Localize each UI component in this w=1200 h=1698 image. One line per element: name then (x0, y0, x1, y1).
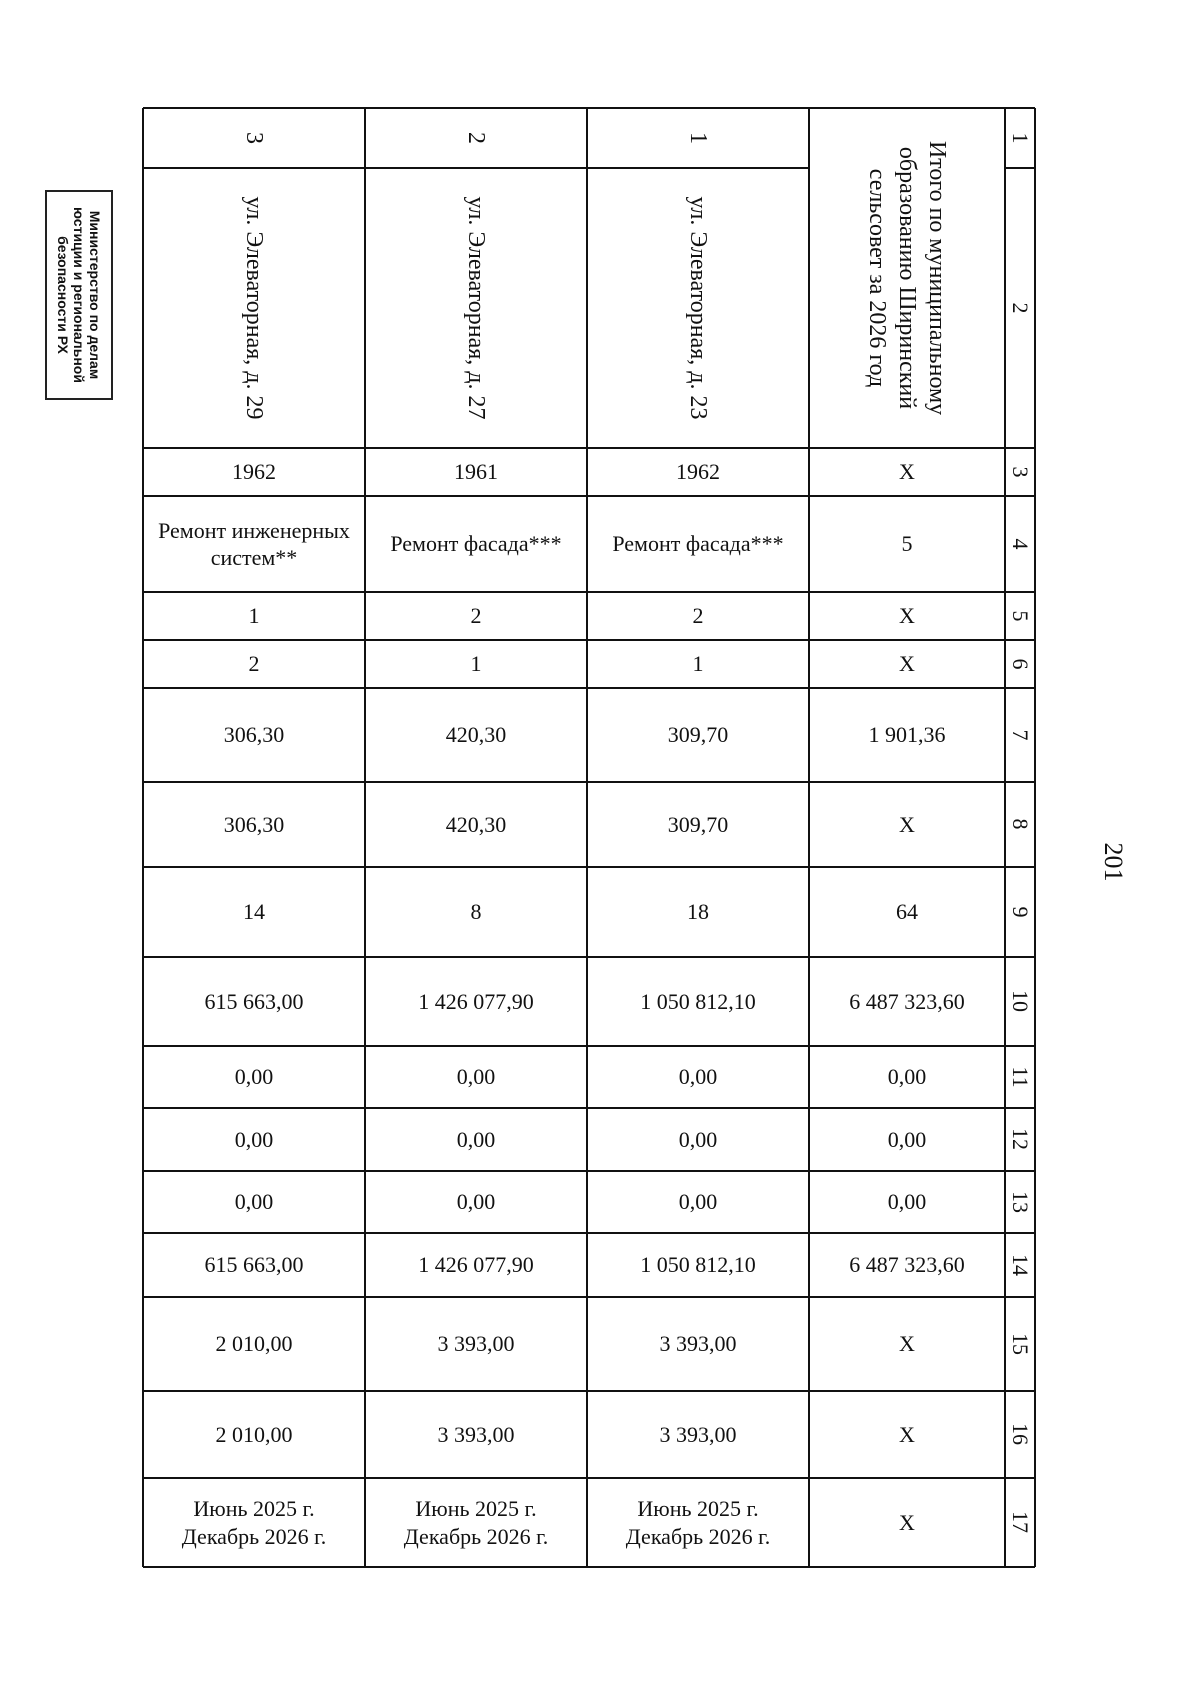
address: ул. Элеваторная, д. 27 (463, 196, 489, 420)
table-cell: 306,30 (223, 722, 285, 748)
table-cell: 1 426 077,90 (418, 988, 534, 1014)
table-cell: 1 (248, 603, 260, 629)
table-cell: 3 393,00 (437, 1331, 515, 1357)
column-number: 15 (1008, 1333, 1033, 1355)
table-cell: 2 (692, 603, 704, 629)
table-cell: 0,00 (234, 1126, 274, 1152)
table-cell: 0,00 (234, 1189, 274, 1215)
page-number: 201 (1099, 842, 1128, 882)
period-end: Декабрь 2026 г. (181, 1523, 327, 1549)
column-number: 2 (1008, 302, 1033, 314)
table-cell: 1 050 812,10 (640, 988, 756, 1014)
address: ул. Элеваторная, д. 23 (685, 196, 711, 420)
row-number: 1 (685, 132, 711, 144)
column-number: 4 (1008, 538, 1033, 550)
column-number: 10 (1008, 990, 1033, 1012)
table-cell: 6 487 323,60 (849, 988, 965, 1014)
stamp-line-3: безопасности РХ (55, 236, 71, 354)
table-cell: X (899, 1509, 915, 1535)
total-label-line-3: сельсовет за 2026 год (864, 168, 890, 388)
table-cell: 5 (901, 531, 913, 557)
table-cell: 420,30 (445, 722, 507, 748)
column-number: 7 (1008, 729, 1033, 741)
table-cell: 8 (470, 899, 482, 925)
table-cell: 615 663,00 (204, 1252, 304, 1278)
table-cell: 306,30 (223, 811, 285, 837)
stamp-line-2: юстиции и региональной (71, 207, 87, 383)
column-number: 11 (1008, 1066, 1033, 1088)
table-cell: 615 663,00 (204, 988, 304, 1014)
period-cell (143, 1478, 365, 1567)
column-number: 14 (1008, 1254, 1033, 1276)
table-cell: 2 (248, 651, 260, 677)
table-cell: 3 393,00 (659, 1421, 737, 1447)
table-cell: 1961 (454, 459, 498, 485)
period-start: Июнь 2025 г. (637, 1496, 759, 1521)
column-number: 17 (1008, 1511, 1033, 1533)
column-number: 16 (1008, 1423, 1033, 1445)
table-cell: Ремонт фасада*** (390, 531, 562, 557)
period-end: Декабрь 2026 г. (403, 1523, 549, 1549)
table-cell: Ремонт фасада*** (612, 531, 784, 557)
column-number: 12 (1008, 1128, 1033, 1150)
table-cell: 0,00 (887, 1126, 927, 1152)
table-cell: X (899, 603, 915, 629)
column-number: 5 (1008, 610, 1033, 622)
table-cell: 18 (687, 899, 709, 925)
column-number: 8 (1008, 818, 1033, 830)
table-cell: 0,00 (887, 1189, 927, 1215)
table-cell: X (899, 811, 915, 837)
table-cell: 1 (470, 651, 482, 677)
table-cell: 309,70 (667, 811, 729, 837)
table-cell: 6 487 323,60 (849, 1252, 965, 1278)
table-cell: 0,00 (678, 1126, 718, 1152)
table-cell: 14 (243, 899, 265, 925)
stamp-line-1: Министерство по делам (87, 210, 103, 380)
table-cell: 1 050 812,10 (640, 1252, 756, 1278)
table-cell: X (899, 1421, 915, 1447)
table-cell: 420,30 (445, 811, 507, 837)
address: ул. Элеваторная, д. 29 (241, 196, 267, 420)
period-start: Июнь 2025 г. (415, 1496, 537, 1521)
row-number: 2 (463, 132, 489, 144)
table-cell: 0,00 (234, 1064, 274, 1090)
column-number: 1 (1008, 132, 1033, 144)
table-cell: 0,00 (456, 1126, 496, 1152)
table-cell: 2 010,00 (215, 1331, 293, 1357)
table-cell: X (899, 459, 915, 485)
table-cell: 0,00 (456, 1064, 496, 1090)
total-label-line-1: Итого по муниципальному (924, 140, 950, 416)
table-cell: Ремонт инженерных систем** (158, 517, 350, 570)
column-number: 6 (1008, 658, 1033, 670)
table-cell: 1962 (676, 459, 720, 485)
column-number: 3 (1008, 466, 1033, 478)
table-cell: 1 (692, 651, 704, 677)
table-cell: 309,70 (667, 722, 729, 748)
table-cell: 64 (896, 899, 918, 925)
table-cell: 3 393,00 (437, 1421, 515, 1447)
total-label (862, 141, 952, 415)
column-number: 13 (1008, 1191, 1033, 1213)
table-cell: 1 426 077,90 (418, 1252, 534, 1278)
period-cell (365, 1478, 587, 1567)
table-cell: 1962 (232, 459, 276, 485)
table-cell: X (899, 1331, 915, 1357)
period-cell (587, 1478, 809, 1567)
table-cell: 0,00 (678, 1189, 718, 1215)
row-number: 3 (241, 132, 267, 144)
table-cell: 2 (470, 603, 482, 629)
table-cell: 1 901,36 (868, 722, 946, 748)
table-cell: 0,00 (456, 1189, 496, 1215)
table-cell: 0,00 (887, 1064, 927, 1090)
table-cell: 2 010,00 (215, 1421, 293, 1447)
total-label-line-2: образованию Ширинский (894, 146, 920, 410)
period-end: Декабрь 2026 г. (625, 1523, 771, 1549)
table-cell: 0,00 (678, 1064, 718, 1090)
column-number: 9 (1008, 906, 1033, 918)
table-cell: X (899, 651, 915, 677)
period-start: Июнь 2025 г. (193, 1496, 315, 1521)
table-cell: 3 393,00 (659, 1331, 737, 1357)
